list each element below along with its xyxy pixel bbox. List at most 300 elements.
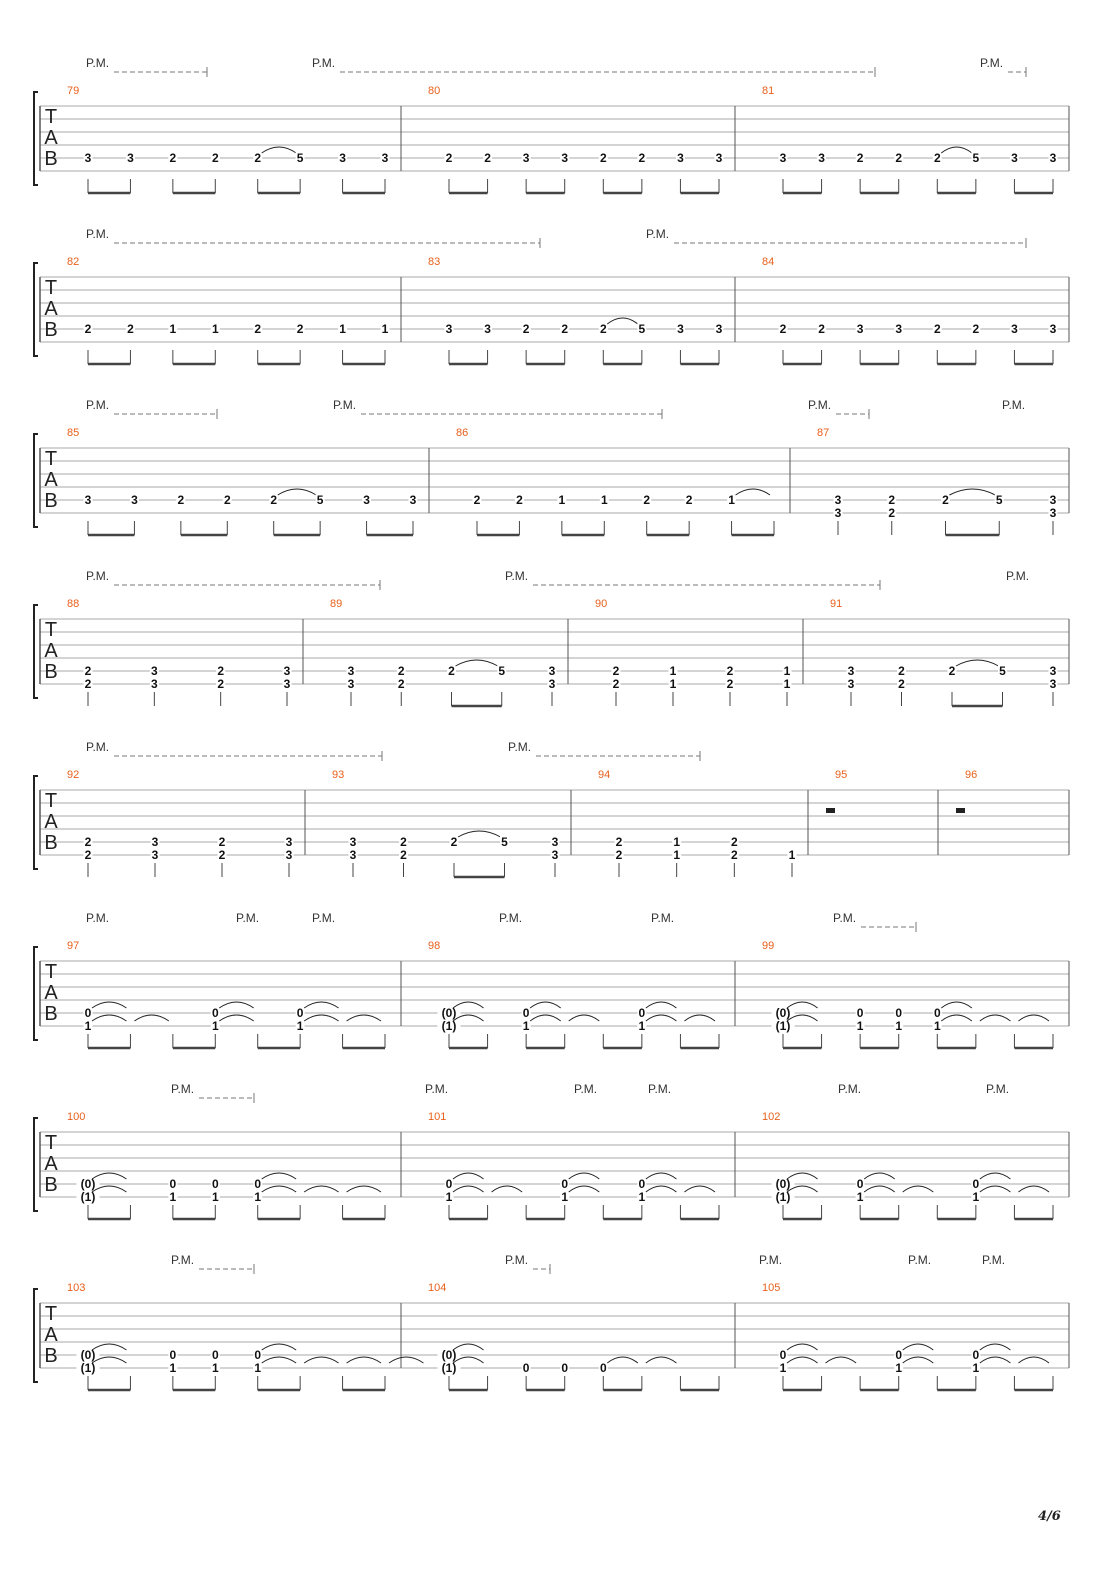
- note: [77, 1344, 127, 1390]
- fret-number: 3: [363, 493, 370, 507]
- fret-number: 2: [516, 493, 523, 507]
- fret-number: 1: [169, 1361, 177, 1375]
- fret-number: 0: [599, 1361, 607, 1375]
- note: [283, 664, 292, 706]
- fret-number: 2: [730, 848, 738, 862]
- fret-number: 2: [450, 835, 458, 849]
- tab-clef-letter: A: [44, 469, 58, 491]
- measure-number: 81: [762, 85, 775, 97]
- note: [995, 493, 1004, 535]
- measure-103: [67, 1282, 423, 1390]
- fret-number: 0: [296, 1006, 304, 1020]
- note: [269, 489, 316, 535]
- fret-number: 0: [522, 1361, 530, 1375]
- fret-number: 2: [484, 151, 491, 165]
- fret-number: 1: [856, 1019, 864, 1033]
- tab-clef-letter: T: [44, 1303, 58, 1325]
- fret-number: 3: [551, 848, 559, 862]
- note: [447, 660, 498, 706]
- fret-number: 1: [254, 1190, 262, 1204]
- measure-88: [67, 598, 292, 706]
- fret-number: 1: [673, 848, 681, 862]
- tab-clef-letter: B: [44, 1174, 58, 1196]
- note: [676, 151, 685, 193]
- note: [445, 1173, 484, 1219]
- palm-mute-label: P.M.: [651, 911, 675, 925]
- note: [779, 322, 788, 364]
- note: [385, 1357, 423, 1390]
- palm-mute-label: P.M.: [808, 398, 832, 412]
- tie-arc: [262, 1357, 296, 1363]
- fret-number: 1: [856, 1190, 864, 1204]
- fret-number: 1: [211, 1190, 219, 1204]
- fret-number: 1: [558, 493, 566, 507]
- fret-number: 2: [218, 848, 226, 862]
- fret-number: 2: [933, 151, 941, 165]
- tie-arc: [347, 1015, 381, 1021]
- fret-number: 3: [1049, 151, 1057, 165]
- note: [349, 835, 358, 877]
- measure-96: [956, 769, 977, 813]
- note: [399, 835, 408, 877]
- palm-mute-label: P.M.: [759, 1253, 783, 1267]
- fret-number: 2: [169, 151, 177, 165]
- measure-number: 84: [762, 256, 775, 268]
- tab-clef-letter: A: [44, 1153, 58, 1175]
- fret-number: 2: [473, 493, 481, 507]
- tie-arc: [492, 1186, 523, 1192]
- note: [642, 1357, 677, 1390]
- fret-number: 1: [895, 1361, 903, 1375]
- note: [998, 664, 1007, 706]
- palm-mute-label: P.M.: [574, 1082, 598, 1096]
- measure-number: 87: [817, 427, 830, 439]
- note: [971, 322, 980, 364]
- fret-number: 3: [84, 493, 92, 507]
- fret-number: 2: [217, 664, 225, 678]
- tab-clef-letter: T: [44, 790, 58, 812]
- tab-system-3: [34, 398, 1069, 535]
- tab-clef-letter: A: [44, 298, 58, 320]
- note: [971, 1173, 1010, 1219]
- fret-number: 2: [972, 322, 980, 336]
- note: [450, 831, 501, 877]
- measure-84: [762, 256, 1058, 364]
- tie-arc: [787, 1344, 818, 1350]
- measure-85: [67, 427, 418, 535]
- note: [211, 1348, 220, 1390]
- fret-number: 3: [151, 848, 159, 862]
- tab-system-5: [34, 740, 1069, 877]
- fret-number: 2: [612, 664, 620, 678]
- measure-92: [67, 769, 294, 877]
- fret-number: 1: [673, 835, 681, 849]
- palm-mute-label: P.M.: [86, 911, 110, 925]
- fret-number: 2: [254, 322, 262, 336]
- measure-number: 80: [428, 85, 441, 97]
- fret-number: 3: [1049, 493, 1057, 507]
- fret-number: 1: [211, 1361, 219, 1375]
- tab-clef-letter: B: [44, 1003, 58, 1025]
- fret-number: 2: [84, 322, 92, 336]
- tab-clef-letter: T: [44, 619, 58, 641]
- note: [483, 151, 492, 193]
- fret-number: 1: [296, 1019, 304, 1033]
- fret-number: 1: [972, 1190, 980, 1204]
- fret-number: 2: [730, 835, 738, 849]
- note: [211, 151, 220, 193]
- fret-number: 5: [972, 151, 980, 165]
- note: [941, 489, 995, 535]
- fret-number: 0: [972, 1348, 980, 1362]
- fret-number: 2: [211, 151, 219, 165]
- fret-number: 1: [638, 1190, 646, 1204]
- fret-number: 2: [84, 835, 92, 849]
- note: [1014, 1015, 1049, 1048]
- system-brace: [34, 947, 38, 1040]
- fret-number: 2: [84, 848, 92, 862]
- tie-arc: [304, 1357, 338, 1363]
- tie-arc: [941, 1002, 972, 1008]
- note: [897, 664, 906, 706]
- fret-number: 3: [283, 677, 291, 691]
- fret-number: 3: [285, 835, 293, 849]
- fret-number: 3: [677, 151, 684, 165]
- tab-system-6: [34, 911, 1069, 1048]
- note: [637, 151, 646, 193]
- tab-clef-letter: T: [44, 106, 58, 128]
- fret-number: (1): [441, 1361, 457, 1375]
- tie-arc: [980, 1173, 1011, 1179]
- note: [168, 1177, 177, 1219]
- palm-mute-label: P.M.: [236, 911, 260, 925]
- note: [296, 322, 305, 364]
- note: [637, 322, 646, 364]
- palm-mute-label: P.M.: [499, 911, 523, 925]
- measure-number: 98: [428, 940, 441, 952]
- tab-clef-letter: T: [44, 448, 58, 470]
- tab-clef-letter: T: [44, 961, 58, 983]
- fret-number: 1: [933, 1019, 941, 1033]
- tab-clef-letter: B: [44, 661, 58, 683]
- measure-number: 88: [67, 598, 80, 610]
- fret-number: (1): [80, 1190, 96, 1204]
- note: [933, 1002, 972, 1048]
- tab-clef-letter: B: [44, 148, 58, 170]
- note: [253, 322, 262, 364]
- tab-system-8: [34, 1253, 1069, 1390]
- tie-arc: [646, 1002, 677, 1008]
- fret-number: 1: [779, 1361, 787, 1375]
- system-brace: [34, 434, 38, 527]
- palm-mute-label: P.M.: [425, 1082, 449, 1096]
- note: [126, 322, 135, 364]
- fret-number: 1: [788, 848, 796, 862]
- tie-arc: [980, 1344, 1011, 1350]
- measure-100: [67, 1111, 385, 1219]
- tie-arc: [219, 1015, 253, 1021]
- fret-number: (0): [441, 1006, 457, 1020]
- fret-number: 3: [151, 835, 159, 849]
- fret-number: 2: [599, 322, 607, 336]
- tie-arc: [787, 1357, 818, 1363]
- fret-number: 2: [726, 677, 734, 691]
- tie-arc: [530, 1002, 561, 1008]
- fret-number: 2: [270, 493, 278, 507]
- fret-number: 0: [254, 1348, 262, 1362]
- fret-number: 2: [599, 151, 607, 165]
- measure-105: [762, 1282, 1053, 1390]
- note: [343, 1186, 381, 1219]
- fret-number: 2: [127, 322, 134, 336]
- tie-arc: [569, 1186, 600, 1192]
- fret-number: 1: [84, 1019, 92, 1033]
- measure-number: 97: [67, 940, 80, 952]
- fret-number: 2: [84, 677, 92, 691]
- tie-arc: [453, 1173, 484, 1179]
- tab-system-2: [34, 227, 1069, 364]
- fret-number: (0): [80, 1177, 96, 1191]
- note: [894, 322, 903, 364]
- measure-83: [428, 256, 724, 364]
- note: [715, 151, 724, 193]
- fret-number: 3: [715, 151, 723, 165]
- note: [685, 493, 694, 535]
- system-brace: [34, 1289, 38, 1382]
- palm-mute-label: P.M.: [312, 56, 336, 70]
- fret-number: 2: [561, 322, 569, 336]
- note: [84, 664, 93, 706]
- note: [599, 1357, 638, 1390]
- fret-number: 3: [349, 835, 357, 849]
- palm-mute-label: P.M.: [505, 569, 529, 583]
- note: [642, 493, 651, 535]
- measure-93: [332, 769, 560, 877]
- measure-87: [817, 427, 1058, 535]
- fret-number: 3: [347, 664, 355, 678]
- measure-97: [67, 940, 385, 1048]
- note: [1049, 493, 1058, 535]
- note: [338, 322, 347, 364]
- tie-arc: [262, 147, 296, 153]
- fret-number: 0: [522, 1006, 530, 1020]
- tab-clef-letter: A: [44, 1324, 58, 1346]
- note: [445, 322, 454, 364]
- tie-arc: [569, 1015, 600, 1021]
- fret-number: 0: [211, 1006, 219, 1020]
- note: [381, 322, 390, 364]
- measure-number: 92: [67, 769, 80, 781]
- fret-number: 3: [677, 322, 684, 336]
- note: [726, 664, 735, 706]
- fret-number: 1: [211, 1019, 219, 1033]
- note: [84, 322, 93, 364]
- note: [894, 1006, 903, 1048]
- note: [1014, 1186, 1049, 1219]
- note: [381, 151, 390, 193]
- note: [1010, 322, 1019, 364]
- measure-number: 103: [67, 1282, 86, 1294]
- fret-number: 0: [445, 1177, 453, 1191]
- fret-number: 3: [522, 151, 530, 165]
- tie-arc: [219, 1002, 253, 1008]
- palm-mute-label: P.M.: [1006, 569, 1030, 583]
- note: [971, 151, 980, 193]
- note: [438, 1344, 484, 1390]
- measure-number: 89: [330, 598, 343, 610]
- tab-clef-letter: B: [44, 832, 58, 854]
- note: [887, 493, 896, 535]
- note: [894, 1344, 933, 1390]
- note: [347, 664, 356, 706]
- note: [557, 493, 566, 535]
- fret-number: 3: [381, 151, 389, 165]
- fret-number: 1: [972, 1361, 980, 1375]
- fret-number: 3: [715, 322, 723, 336]
- note: [1049, 151, 1058, 193]
- palm-mute-label: P.M.: [980, 56, 1004, 70]
- fret-number: 3: [1049, 677, 1057, 691]
- note: [300, 1357, 338, 1390]
- measure-number: 105: [762, 1282, 781, 1294]
- fret-number: 2: [612, 677, 620, 691]
- fret-number: 3: [150, 664, 158, 678]
- note: [856, 151, 865, 193]
- tie-arc: [1018, 1186, 1049, 1192]
- note: [84, 151, 93, 193]
- measure-number: 102: [762, 1111, 781, 1123]
- note: [1014, 1357, 1049, 1390]
- note: [560, 1361, 569, 1390]
- fret-number: 1: [522, 1019, 530, 1033]
- measure-number: 91: [830, 598, 843, 610]
- tab-clef-letter: B: [44, 319, 58, 341]
- note: [483, 322, 492, 364]
- system-brace: [34, 605, 38, 698]
- fret-number: 2: [615, 835, 623, 849]
- note: [84, 1002, 127, 1048]
- fret-number: 3: [347, 677, 355, 691]
- note: [672, 835, 681, 877]
- tie-arc: [134, 1015, 168, 1021]
- fret-number: 1: [669, 677, 677, 691]
- fret-number: 0: [211, 1177, 219, 1191]
- fret-number: 5: [995, 493, 1003, 507]
- fret-number: 2: [856, 151, 864, 165]
- palm-mute-label: P.M.: [86, 569, 110, 583]
- fret-number: 3: [834, 493, 842, 507]
- fret-number: 2: [898, 664, 905, 678]
- note: [817, 322, 826, 364]
- tie-arc: [389, 1357, 423, 1363]
- palm-mute-label: P.M.: [86, 740, 110, 754]
- fret-number: 2: [448, 664, 455, 678]
- tie-arc: [864, 1173, 895, 1179]
- measure-102: [762, 1111, 1053, 1219]
- fret-number: (0): [775, 1177, 791, 1191]
- fret-number: 0: [84, 1006, 92, 1020]
- fret-number: 0: [895, 1348, 903, 1362]
- fret-number: 1: [783, 677, 791, 691]
- palm-mute-label: P.M.: [312, 911, 336, 925]
- fret-number: 5: [316, 493, 324, 507]
- fret-number: 0: [779, 1348, 787, 1362]
- note: [600, 493, 609, 535]
- note: [772, 1173, 818, 1219]
- measure-98: [428, 940, 719, 1048]
- fret-number: 2: [400, 835, 407, 849]
- note: [316, 493, 325, 535]
- fret-number: 1: [339, 322, 346, 336]
- fret-number: 2: [615, 848, 623, 862]
- system-brace: [34, 776, 38, 869]
- fret-number: 1: [445, 1190, 453, 1204]
- tab-system-4: [34, 569, 1069, 706]
- note: [565, 1015, 600, 1048]
- measure-101: [428, 1111, 719, 1219]
- tie-arc: [864, 1186, 895, 1192]
- tab-clef-letter: T: [44, 1132, 58, 1154]
- fret-number: 2: [445, 151, 453, 165]
- note: [817, 151, 826, 193]
- fret-number: 3: [445, 322, 453, 336]
- tie-arc: [646, 1015, 677, 1021]
- note: [1049, 322, 1058, 364]
- note: [397, 664, 406, 706]
- note: [676, 322, 685, 364]
- tie-arc: [304, 1015, 338, 1021]
- tie-arc: [826, 1357, 857, 1363]
- fret-number: 2: [948, 664, 956, 678]
- fret-number: 2: [254, 151, 262, 165]
- fret-number: 3: [551, 835, 559, 849]
- note: [894, 151, 903, 193]
- rest-symbol: [956, 808, 965, 813]
- tie-arc: [903, 1344, 934, 1350]
- fret-number: 2: [726, 664, 734, 678]
- note: [560, 322, 569, 364]
- fret-number: 1: [728, 493, 735, 507]
- fret-number: 2: [638, 151, 646, 165]
- tie-arc: [980, 1357, 1011, 1363]
- note: [515, 493, 524, 535]
- tie-arc: [92, 1015, 126, 1021]
- palm-mute-label: P.M.: [86, 398, 110, 412]
- measure-number: 79: [67, 85, 80, 97]
- fret-number: 3: [285, 848, 293, 862]
- note: [779, 1344, 818, 1390]
- fret-number: 2: [522, 322, 530, 336]
- fret-number: 3: [779, 151, 787, 165]
- note: [253, 147, 296, 193]
- tab-system-7: [34, 1082, 1069, 1219]
- fret-number: 0: [972, 1177, 980, 1191]
- fret-number: (0): [775, 1006, 791, 1020]
- note: [300, 1186, 338, 1219]
- measure-89: [330, 598, 557, 706]
- note: [84, 835, 93, 877]
- note: [1049, 664, 1058, 706]
- page-number: 4/6: [1038, 1509, 1061, 1524]
- note: [847, 664, 856, 706]
- fret-number: 2: [400, 848, 407, 862]
- note: [168, 322, 177, 364]
- fret-number: 3: [1049, 322, 1057, 336]
- fret-number: 0: [856, 1177, 864, 1191]
- tie-arc: [278, 489, 316, 495]
- fret-number: 2: [888, 506, 896, 520]
- tie-arc: [684, 1186, 715, 1192]
